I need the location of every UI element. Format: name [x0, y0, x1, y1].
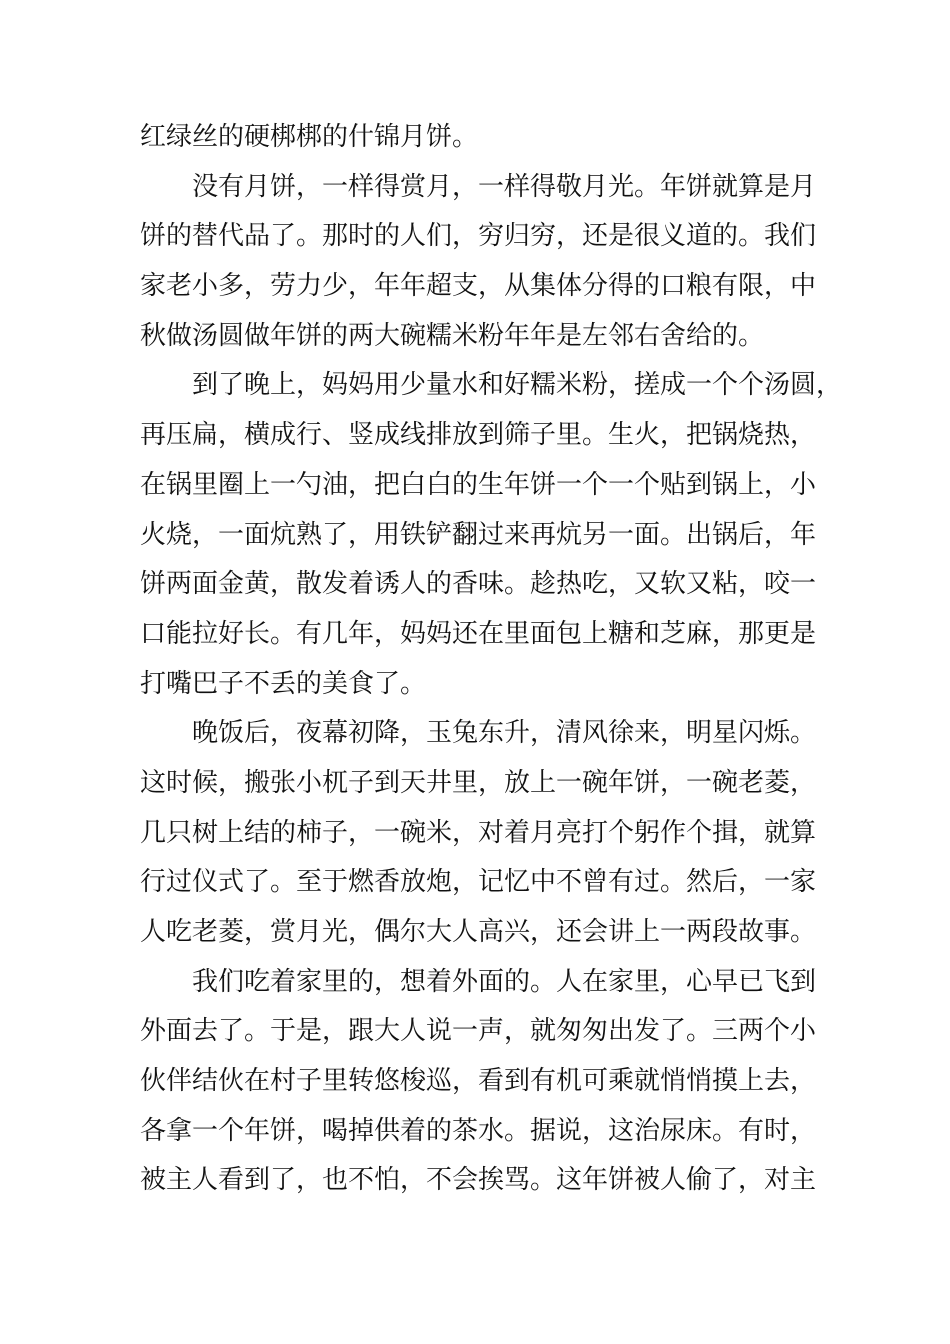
- text-line: 各拿一个年饼，喝掉供着的茶水。据说，这治尿床。有时，: [140, 1115, 817, 1146]
- text-line: 打嘴巴子不丢的美食了。: [140, 668, 427, 699]
- text-line: 伙伴结伙在村子里转悠梭巡，看到有机可乘就悄悄摸上去，: [140, 1066, 817, 1097]
- text-line: 口能拉好长。有几年，妈妈还在里面包上糖和芝麻，那更是: [140, 618, 817, 649]
- text-line: 饼两面金黄，散发着诱人的香味。趁热吃，又软又粘，咬一: [140, 569, 817, 600]
- text-line: 外面去了。于是，跟大人说一声，就匆匆出发了。三两个小: [140, 1016, 817, 1047]
- text-line: 到了晚上，妈妈用少量水和好糯米粉，搓成一个个汤圆，: [192, 370, 843, 401]
- text-line: 晚饭后，夜幕初降，玉兔东升，清风徐来，明星闪烁。: [192, 718, 817, 749]
- text-line: 火烧，一面炕熟了，用铁铲翻过来再炕另一面。出锅后，年: [140, 519, 817, 550]
- text-line: 被主人看到了，也不怕，不会挨骂。这年饼被人偷了，对主: [140, 1165, 817, 1196]
- text-line: 秋做汤圆做年饼的两大碗糯米粉年年是左邻右舍给的。: [140, 320, 765, 351]
- text-line: 再压扁，横成行、竖成线排放到筛子里。生火，把锅烧热，: [140, 420, 817, 451]
- text-line: 红绿丝的硬梆梆的什锦月饼。: [140, 122, 479, 152]
- text-line: 这时候，搬张小杌子到天井里，放上一碗年饼，一碗老菱，: [140, 767, 817, 798]
- text-line: 饼的替代品了。那时的人们，穷归穷，还是很义道的。我们: [140, 221, 817, 252]
- text-line: 几只树上结的柿子，一碗米，对着月亮打个躬作个揖，就算: [140, 817, 817, 848]
- text-line: 在锅里圈上一勺油，把白白的生年饼一个一个贴到锅上，小: [140, 469, 817, 500]
- text-line: 人吃老菱，赏月光，偶尔大人高兴，还会讲上一两段故事。: [140, 917, 817, 947]
- body-text: [140, 113, 843, 1206]
- text-line: 我们吃着家里的，想着外面的。人在家里，心早已飞到: [192, 966, 817, 997]
- text-line: 没有月饼，一样得赏月，一样得敬月光。年饼就算是月: [192, 171, 817, 202]
- text-line: 家老小多，劳力少，年年超支，从集体分得的口粮有限，中: [140, 271, 817, 302]
- text-line: 行过仪式了。至于燃香放炮，记忆中不曾有过。然后，一家: [140, 867, 817, 898]
